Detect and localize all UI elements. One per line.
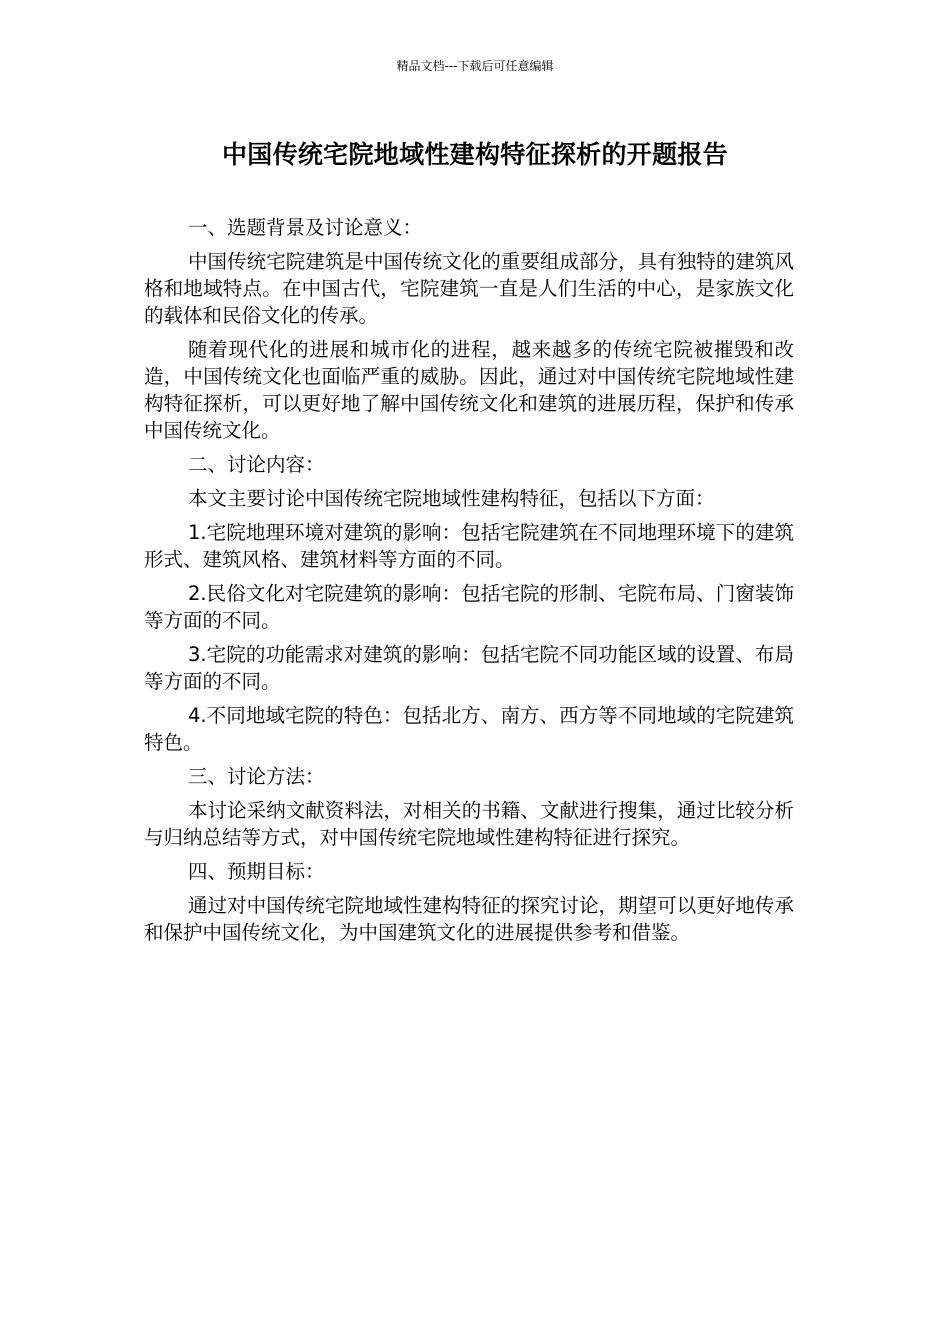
paragraph: 随着现代化的进展和城市化的进程，越来越多的传统宅院被摧毁和改造，中国传统文化也面临严重的威胁。因此，通过对中国传统宅院地域性建构特征探析，可以更好地了解中国传统文化和建筑的进展历程，保护和传承中国传统文化。 bbox=[144, 338, 794, 442]
paragraph: 本文主要讨论中国传统宅院地域性建构特征，包括以下方面： bbox=[188, 487, 715, 510]
list-item: 3.宅院的功能需求对建筑的影响：包括宅院不同功能区域的设置、布局等方面的不同。 bbox=[144, 643, 794, 693]
paragraph: 本讨论采纳文献资料法，对相关的书籍、文献进行搜集，通过比较分析与归纳总结等方式，对中国传统宅院地域性建构特征进行探究。 bbox=[144, 799, 794, 849]
document-body bbox=[144, 214, 794, 953]
paragraph: 中国传统宅院建筑是中国传统文化的重要组成部分，具有独特的建筑风格和地域特点。在中国古代，宅院建筑一直是人们生活的中心，是家族文化的载体和民俗文化的传承。 bbox=[144, 250, 794, 327]
section-heading-background: 一、选题背景及讨论意义： bbox=[188, 216, 423, 239]
list-item: 2.民俗文化对宅院建筑的影响：包括宅院的形制、宅院布局、门窗装饰等方面的不同。 bbox=[144, 582, 794, 632]
document-title: 中国传统宅院地域性建构特征探析的开题报告 bbox=[221, 140, 728, 169]
paragraph: 通过对中国传统宅院地域性建构特征的探究讨论，期望可以更好地传承和保护中国传统文化，为中国建筑文化的进展提供参考和借鉴。 bbox=[144, 894, 794, 944]
section-heading-content: 二、讨论内容： bbox=[188, 453, 325, 476]
section-heading-goal: 四、预期目标： bbox=[188, 860, 325, 883]
header-note: 精品文档---下载后可任意编辑 bbox=[396, 59, 554, 73]
section-heading-method: 三、讨论方法： bbox=[188, 765, 325, 788]
list-item: 1.宅院地理环境对建筑的影响：包括宅院建筑在不同地理环境下的建筑形式、建筑风格、建筑材料等方面的不同。 bbox=[144, 521, 794, 571]
list-item: 4.不同地域宅院的特色：包括北方、南方、西方等不同地域的宅院建筑特色。 bbox=[144, 704, 794, 754]
